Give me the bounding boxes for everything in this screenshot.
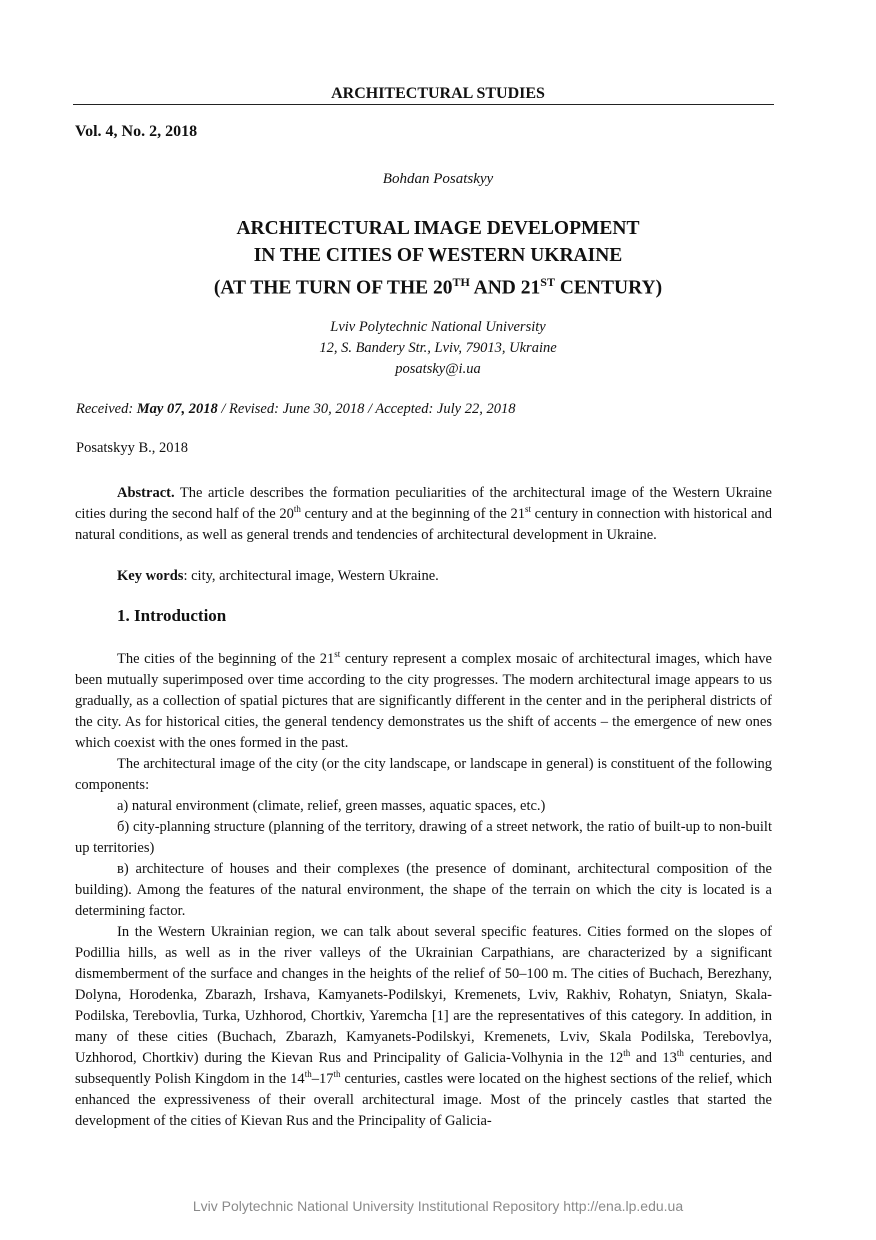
paragraph (75, 649, 772, 754)
title-sup: TH (452, 275, 470, 289)
superscript: th (333, 1069, 341, 1080)
paragraph (75, 922, 772, 1132)
text-run: century represent a complex mosaic of architectural images, which have been mutually superimposed over time according to the city progresses. The modern architectural image appears to us gradually, as a collection of spatial pictures that are significantly different in the center and in the peripheral districts of the city. As for historical cities, the general tendency demonstrates us the shift of accents – the emergence of new ones which coexist with the ones formed in the past. (75, 651, 772, 751)
text-run: The cities of the beginning of the 21 (117, 651, 335, 667)
superscript: th (293, 504, 301, 515)
abstract-label: Abstract. (117, 485, 175, 501)
title-line: ARCHITECTURAL IMAGE DEVELOPMENT (236, 218, 640, 239)
text-run: б) city-planning structure (planning of the territory, drawing of a street network, the ratio of built-up to non-built up territories) (75, 819, 772, 856)
paragraph (75, 796, 772, 817)
text-run: а) natural environment (climate, relief, green masses, aquatic spaces, etc.) (117, 798, 546, 814)
text-run: and 13 (630, 1050, 677, 1066)
header-rule (73, 104, 774, 105)
email[interactable]: posatsky@i.ua (395, 361, 481, 377)
superscript: th (623, 1048, 631, 1059)
text-run: century in connection with historical and natural conditions, as well as general trends and tendencies of architectural development in Ukraine. (75, 506, 772, 543)
abstract (75, 483, 772, 546)
text-run: The architectural image of the city (or the city landscape, or landscape in general) is constituent of the following components: (75, 756, 772, 793)
volume-info: Vol. 4, No. 2, 2018 (75, 123, 198, 140)
journal-name: ARCHITECTURAL STUDIES (331, 85, 545, 102)
received-label: Received: (76, 401, 137, 417)
text-run: в) architecture of houses and their complexes (the presence of dominant, architectural composition of the building). Among the features of the natural environment, the shape of the terrain on which the city is located is a determining factor. (75, 861, 772, 919)
paragraph (75, 817, 772, 859)
superscript: th (304, 1069, 312, 1080)
paragraph (75, 754, 772, 796)
title-sup: ST (540, 275, 555, 289)
repository-footer: Lviv Polytechnic National University Institutional Repository http://ena.lp.edu.ua (192, 1198, 684, 1214)
text-run: centuries, castles were located on the highest sections of the relief, which enhanced the expressiveness of their overall architectural image. Most of the princely castles that started the development of the cities of Kievan Rus and the Principality of Galicia- (75, 1071, 773, 1129)
paper-title (0, 215, 876, 302)
affiliation (0, 317, 876, 380)
title-line: IN THE CITIES OF WESTERN UKRAINE (253, 245, 623, 266)
title-text: CENTURY) (554, 277, 663, 299)
text-run: The article describes the formation peculiarities of the architectural image of the Western Ukraine cities during the second half of the 20 (75, 485, 772, 522)
section-heading: 1. Introduction (117, 606, 227, 625)
text-run: centuries, and subsequently Polish Kingdom in the 14 (75, 1050, 772, 1087)
body-text (75, 649, 772, 1132)
text-run: century and at the beginning of the 21 (300, 506, 525, 522)
received-date: May 07, 2018 (136, 401, 218, 417)
title-line (0, 269, 876, 302)
keywords-text: : city, architectural image, Western Ukraine. (183, 568, 439, 584)
text-run: –17 (311, 1071, 334, 1087)
keywords (75, 566, 772, 587)
author-name: Bohdan Posatskyy (382, 171, 494, 187)
university: Lviv Polytechnic National University (330, 319, 546, 335)
text-run: In the Western Ukrainian region, we can talk about several specific features. Cities formed on the slopes of Podillia hills, as well as in the river valleys of the Ukrainian Carpathians, are characterized by a significant dismemberment of the surface and changes in the heights of the relief of 50–100 m. The cities of Buchach, Berezhany, Dolyna, Horodenka, Zbarazh, Irshava, Kamyanets-Podilskyi, Kremenets, Lviv, Rakhiv, Rohatyn, Sniatyn, Skala-Podilska, Terebovlia, Turka, Uzhhorod, Chortkiv, Yaremcha [1] are the representatives of this category. In addition, in many of these cities (Buchach, Zbarazh, Kamyanets-Podilskyi, Kremenets, Lviv, Skala Podilska, Terebovlya, Uzhhorod, Chortkiv) during the Kievan Rus and Principality of Galicia-Volhynia in the 12 (75, 924, 772, 1066)
superscript: st (334, 649, 341, 660)
address: 12, S. Bandery Str., Lviv, 79013, Ukraine (319, 340, 557, 356)
revised-accepted: / Revised: June 30, 2018 / Accepted: July 22, 2018 (217, 401, 516, 417)
dates (76, 401, 515, 418)
superscript: th (676, 1048, 684, 1059)
copyright: Posatskyy B., 2018 (76, 440, 188, 456)
keywords-label: Key words (117, 568, 184, 584)
superscript: st (525, 504, 532, 515)
title-text: (AT THE TURN OF THE 20 (213, 277, 453, 299)
title-text: AND 21 (469, 277, 541, 299)
paragraph (75, 859, 772, 922)
